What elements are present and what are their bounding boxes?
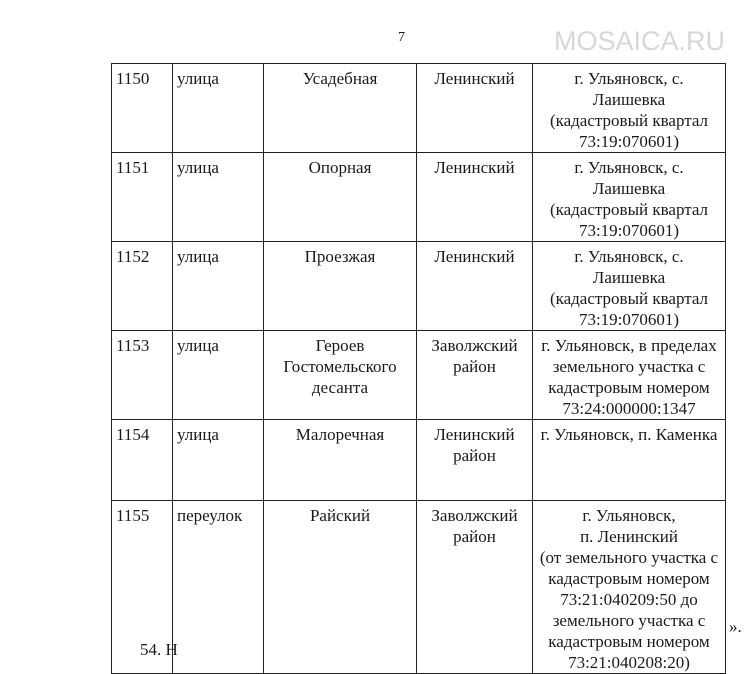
row-number: 1155 <box>112 501 173 674</box>
district-line: район <box>453 357 496 376</box>
address-line: г. Ульяновск, в пределах <box>541 336 717 355</box>
object-type: улица <box>173 331 264 420</box>
street-name <box>264 153 417 242</box>
district <box>417 64 533 153</box>
watermark: MOSAICA.RU <box>554 26 726 56</box>
district-line: Ленинский <box>434 247 515 266</box>
street-name <box>264 420 417 501</box>
street-name-line: Райский <box>309 506 371 525</box>
street-name-line: Гостомельского <box>283 357 397 376</box>
street-name-line: Героев <box>315 336 365 355</box>
row-number: 1150 <box>112 64 173 153</box>
address-line: 73:19:070601) <box>578 221 680 240</box>
street-name-line: десанта <box>311 378 369 397</box>
district-line: Ленинский <box>434 158 515 177</box>
address-line: кадастровым номером <box>548 569 710 588</box>
object-type: улица <box>173 242 264 331</box>
street-name-line: Усадебная <box>302 69 378 88</box>
object-type: улица <box>173 153 264 242</box>
object-type: улица <box>173 64 264 153</box>
street-name-line: Опорная <box>308 158 372 177</box>
address-line: (кадастровый квартал <box>549 289 709 308</box>
address-line: 73:19:070601) <box>578 132 680 151</box>
address-line: г. Ульяновск, <box>582 506 676 525</box>
closing-quote-mark: ». <box>729 617 742 636</box>
district-line: район <box>453 446 496 465</box>
district <box>417 242 533 331</box>
address-line: кадастровым номером <box>548 632 710 651</box>
object-type: переулок <box>173 501 264 674</box>
district-line: Ленинский <box>434 425 515 444</box>
address-line: земельного участка с <box>552 611 706 630</box>
district <box>417 420 533 501</box>
address-line: 73:21:040208:20) <box>568 653 690 672</box>
street-name-line: Малоречная <box>295 425 385 444</box>
district <box>417 331 533 420</box>
next-paragraph-fragment: 54. Н <box>140 640 178 659</box>
street-name <box>264 331 417 420</box>
address <box>533 64 726 153</box>
row-number: 1152 <box>112 242 173 331</box>
address-line: кадастровым номером <box>548 378 710 397</box>
address-line: (кадастровый квартал <box>549 200 709 219</box>
table-row <box>112 64 726 153</box>
address-line: 73:24:000000:1347 <box>562 399 696 418</box>
address-line: г. Ульяновск, с. Лаишевка <box>574 158 684 198</box>
address-line: (кадастровый квартал <box>549 111 709 130</box>
address-line: г. Ульяновск, п. Каменка <box>540 425 718 444</box>
page-number: 7 <box>398 30 405 45</box>
address-line: п. Ленинский <box>580 527 678 546</box>
table-row <box>112 153 726 242</box>
district-line: Ленинский <box>434 69 515 88</box>
address-line: земельного участка с <box>552 357 706 376</box>
address <box>533 420 726 501</box>
street-name <box>264 64 417 153</box>
district-line: Заволжский <box>431 506 518 525</box>
table-row <box>112 242 726 331</box>
street-name-line: Проезжая <box>304 247 376 266</box>
district-line: Заволжский <box>431 336 518 355</box>
address-line: г. Ульяновск, с. Лаишевка <box>574 247 684 287</box>
address-line: 73:19:070601) <box>578 310 680 329</box>
street-registry-table <box>111 63 726 674</box>
row-number: 1154 <box>112 420 173 501</box>
district <box>417 153 533 242</box>
table-row <box>112 420 726 501</box>
address-line: 73:21:040209:50 до <box>560 590 698 609</box>
row-number: 1153 <box>112 331 173 420</box>
address <box>533 242 726 331</box>
street-name <box>264 242 417 331</box>
table-row <box>112 331 726 420</box>
address <box>533 153 726 242</box>
district-line: район <box>453 527 496 546</box>
address-line: (от земельного участка с <box>539 548 719 567</box>
table-body <box>112 64 726 674</box>
address-line: г. Ульяновск, с. Лаишевка <box>574 69 684 109</box>
row-number: 1151 <box>112 153 173 242</box>
object-type: улица <box>173 420 264 501</box>
address <box>533 331 726 420</box>
